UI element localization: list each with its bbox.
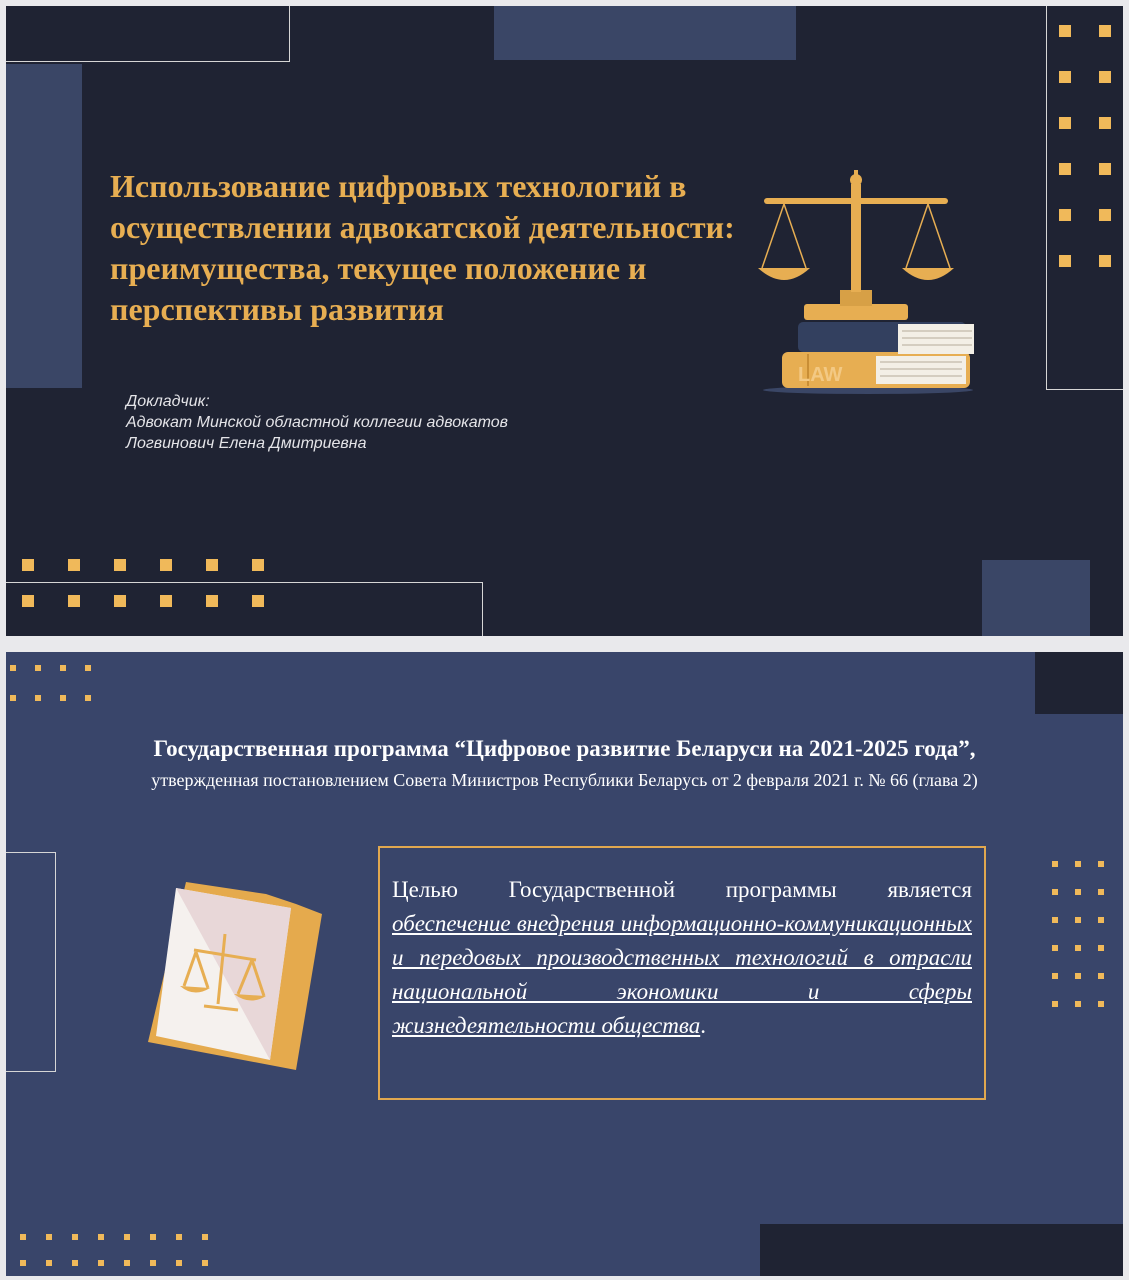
law-book-label: LAW: [798, 364, 843, 386]
outline-frame-top-left: [6, 6, 290, 62]
goal-emphasis-last: жизнедеятельности общества: [392, 1013, 701, 1038]
speaker-position: Адвокат Минской областной коллегии адвокатов: [126, 414, 508, 431]
dot-grid-bottom-left: [20, 1234, 208, 1266]
navy-block-bottom-right: [982, 560, 1090, 636]
dark-block-top-right: [1035, 652, 1123, 714]
dot-grid-right: [1059, 25, 1111, 267]
dot-grid-bottom-left: [22, 559, 264, 607]
goal-emphasis: обеспечение внедрения информационно-коммуникационных и передовых производственных технологий в отрасли национальной экономики и сферы: [392, 911, 972, 1004]
program-slide: [6, 652, 1123, 1276]
navy-block-left: [6, 64, 82, 388]
navy-block-top: [494, 6, 796, 60]
dot-grid-top-left: [10, 665, 91, 701]
goal-lead: Целью Государственной программы является: [392, 877, 972, 902]
speaker-info: [126, 391, 646, 454]
slide-title: Использование цифровых технологий в осуществлении адвокатской деятельности: преимущества, текущее положение и перспективы развития: [110, 168, 735, 327]
speaker-name: Логвинович Елена Дмитриевна: [126, 435, 367, 452]
goal-last-line: [392, 1009, 972, 1043]
outline-frame-left: [6, 852, 56, 1072]
legal-document-folder-icon: [146, 874, 326, 1074]
title-slide: [6, 6, 1123, 636]
speaker-label: Докладчик:: [126, 393, 210, 410]
program-title: Государственная программа “Цифровое развитие Беларуси на 2021-2025 года”,: [153, 736, 976, 761]
goal-end: .: [700, 1013, 706, 1038]
dark-block-bottom-right: [760, 1224, 1123, 1276]
goal-text-box: [378, 846, 986, 1100]
dot-grid-right: [1052, 861, 1104, 1007]
scales-of-justice-on-books-icon: [748, 164, 988, 394]
program-subtitle: утвержденная постановлением Совета Министров Республики Беларусь от 2 февраля 2021 г. № 66 (глава 2): [151, 770, 978, 790]
